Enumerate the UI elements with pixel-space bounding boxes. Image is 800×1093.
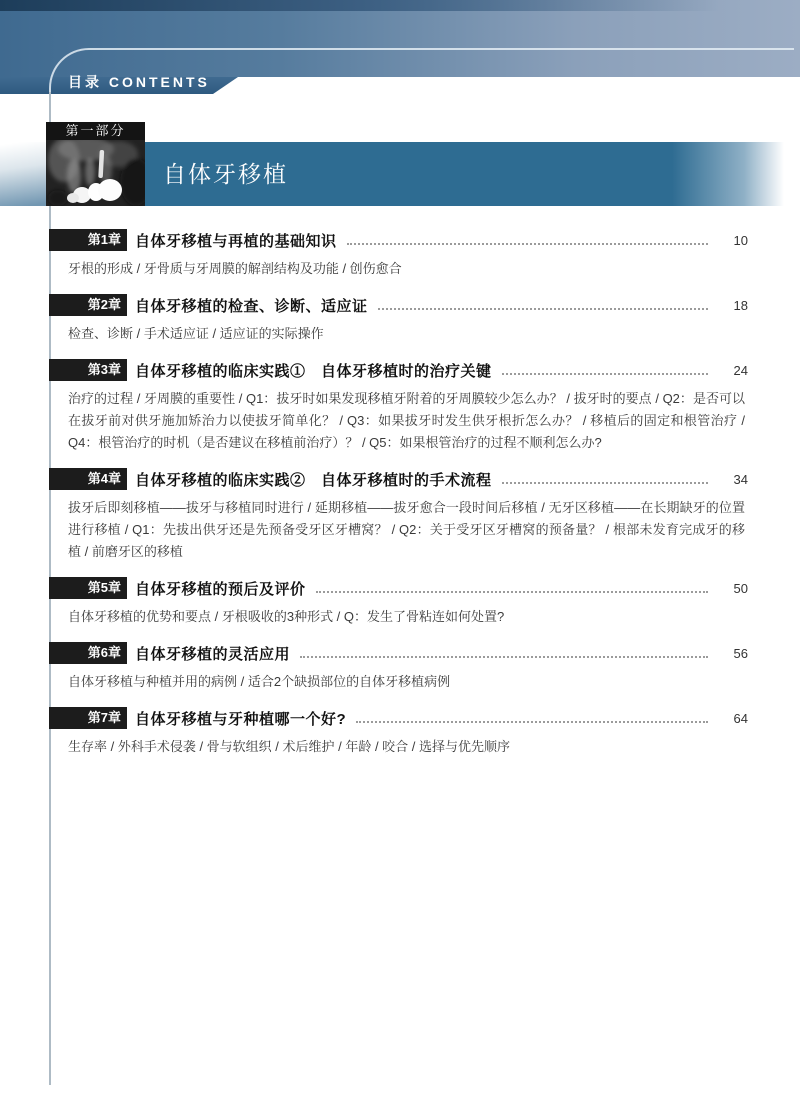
part-badge: 第一部分 xyxy=(46,122,145,140)
xray-image xyxy=(46,140,145,206)
chapter-badge: 第4章 xyxy=(49,468,127,490)
chapter-badge: 第5章 xyxy=(49,577,127,599)
chapter-entry xyxy=(0,468,800,563)
page-number: 24 xyxy=(733,362,748,378)
chapter-list xyxy=(0,229,800,772)
chapter-row xyxy=(0,707,800,729)
chapter-description: 治疗的过程 / 牙周膜的重要性 / Q1：拔牙时如果发现移植牙附着的牙周膜较少怎么办？ / 拔牙时的要点 / Q2：是否可以在拔牙前对供牙施加矫治力以使拔牙简单化？ / Q3：如果拔牙时发生供牙根折怎么办？ / 移植后的固定和根管治疗 / Q4：根管治疗的时机（是否建议在移植前治疗）？ / Q5：如果根管治疗的过程不顺利怎么办? xyxy=(68,391,745,450)
chapter-badge: 第7章 xyxy=(49,707,127,729)
chapter-description: 生存率 / 外科手术侵袭 / 骨与软组织 / 术后维护 / 年龄 / 咬合 / 选择与优先顺序 xyxy=(68,739,511,754)
chapter-title: 自体牙移植的灵活应用 xyxy=(135,645,291,663)
chapter-badge: 第6章 xyxy=(49,642,127,664)
chapter-title: 自体牙移植与再植的基础知识 xyxy=(135,232,337,250)
chapter-entry xyxy=(0,359,800,454)
chapter-badge: 第3章 xyxy=(49,359,127,381)
page-number: 18 xyxy=(733,297,748,313)
chapter-entry xyxy=(0,229,800,280)
dotted-leader xyxy=(316,591,708,593)
dotted-leader xyxy=(347,243,708,245)
header-top-strip xyxy=(0,0,800,11)
page-number: 34 xyxy=(733,471,748,487)
dotted-leader xyxy=(356,721,708,723)
toc-label: 目录 CONTENTS xyxy=(68,74,210,90)
page-number: 64 xyxy=(733,710,748,726)
chapter-row xyxy=(0,294,800,316)
chapter-row xyxy=(0,577,800,599)
chapter-description: 牙根的形成 / 牙骨质与牙周膜的解剖结构及功能 / 创伤愈合 xyxy=(68,261,402,276)
chapter-row xyxy=(0,468,800,490)
chapter-entry xyxy=(0,707,800,758)
chapter-row xyxy=(0,359,800,381)
left-gradient-wedge xyxy=(0,142,46,206)
chapter-entry xyxy=(0,294,800,345)
chapter-title: 自体牙移植与牙种植哪一个好? xyxy=(135,710,347,728)
page-number: 56 xyxy=(733,645,748,661)
page-number: 10 xyxy=(733,232,748,248)
chapter-row xyxy=(0,642,800,664)
chapter-row xyxy=(0,229,800,251)
chapter-badge: 第1章 xyxy=(49,229,127,251)
dotted-leader xyxy=(502,373,708,375)
dotted-leader xyxy=(300,656,708,658)
dotted-leader xyxy=(378,308,708,310)
chapter-entry xyxy=(0,577,800,628)
chapter-description: 自体牙移植与种植并用的病例 / 适合2个缺损部位的自体牙移植病例 xyxy=(68,674,451,689)
page-number: 50 xyxy=(733,580,748,596)
chapter-badge: 第2章 xyxy=(49,294,127,316)
chapter-description: 拔牙后即刻移植——拔牙与移植同时进行 / 延期移植——拔牙愈合一段时间后移植 / 无牙区移植——在长期缺牙的位置进行移植 / Q1：先拔出供牙还是先预备受牙区牙槽窝？ / Q2：关于受牙区牙槽窝的预备量？ / 根部未发育完成牙的移植 / 前磨牙区的移植 xyxy=(68,500,745,559)
chapter-title: 自体牙移植的预后及评价 xyxy=(135,580,306,598)
chapter-description: 自体牙移植的优势和要点 / 牙根吸收的3种形式 / Q：发生了骨粘连如何处置? xyxy=(68,609,505,624)
chapter-description: 检查、诊断 / 手术适应证 / 适应证的实际操作 xyxy=(68,326,324,341)
chapter-title: 自体牙移植的临床实践① 自体牙移植时的治疗关键 xyxy=(135,362,492,380)
chapter-title: 自体牙移植的临床实践② 自体牙移植时的手术流程 xyxy=(135,471,492,489)
chapter-entry xyxy=(0,642,800,693)
dotted-leader xyxy=(502,482,708,484)
part-title: 自体牙移植 xyxy=(163,161,288,187)
chapter-title: 自体牙移植的检查、诊断、适应证 xyxy=(135,297,368,315)
